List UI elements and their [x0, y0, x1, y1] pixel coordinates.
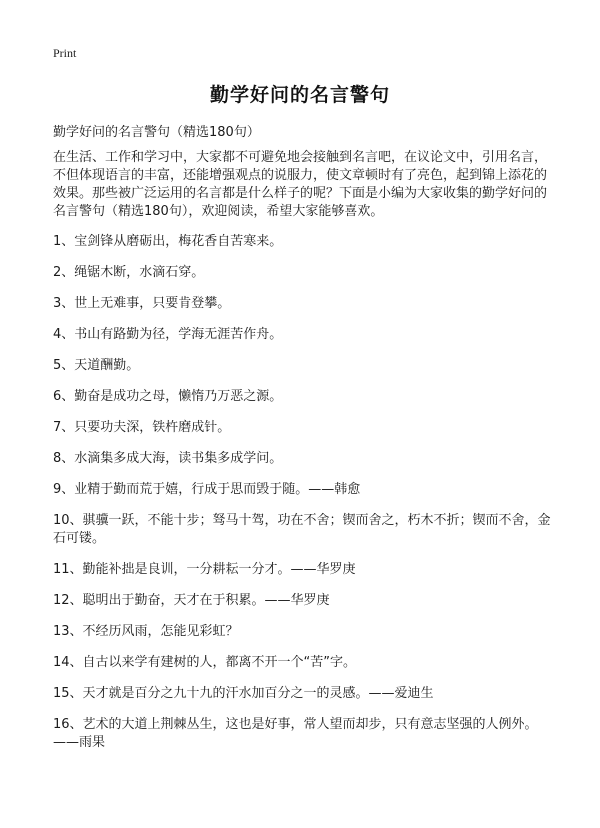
print-label: Print [53, 46, 77, 60]
intro-paragraph: 在生活、工作和学习中，大家都不可避免地会接触到名言吧，在议论文中，引用名言，不但体现语言的丰富，还能增强观点的说服力，使文章顿时有了亮色，起到锦上添花的效果。那些被广泛运用的名言都是什么样子的呢？下面是小编为大家收集的勤学好问的名言警句（精选180句），欢迎阅读，希望大家能够喜欢。 [53, 150, 548, 219]
quote-item: 5、天道酬勤。 [53, 358, 140, 373]
quote-item: 3、世上无难事，只要肯登攀。 [53, 296, 231, 311]
quote-item: 11、勤能补拙是良训，一分耕耘一分才。——华罗庚 [53, 562, 356, 577]
quote-item: 7、只要功夫深，铁杵磨成针。 [53, 420, 231, 435]
quote-item: 15、天才就是百分之九十九的汗水加百分之一的灵感。——爱迪生 [53, 686, 434, 701]
quote-item: 6、勤奋是成功之母，懒惰乃万恶之源。 [53, 389, 283, 404]
quote-item: 13、不经历风雨，怎能见彩虹？ [53, 624, 239, 639]
quote-item: 2、绳锯木断，水滴石穿。 [53, 265, 205, 280]
quote-item: 14、自古以来学有建树的人，都离不开一个“苦”字。 [53, 655, 357, 670]
quote-item: 10、骐骥一跃，不能十步；驽马十驾，功在不舍；锲而舍之，朽木不折；锲而不舍，金石可镂。 [53, 513, 551, 546]
quote-item: 9、业精于勤而荒于嬉，行成于思而毁于随。——韩愈 [53, 482, 361, 497]
quote-list [53, 233, 553, 765]
quote-item: 12、聪明出于勤奋，天才在于积累。——华罗庚 [53, 593, 330, 608]
quote-item: 4、书山有路勤为径，学海无涯苦作舟。 [53, 327, 283, 342]
quote-item: 16、艺术的大道上荆棘丛生，这也是好事，常人望而却步，只有意志坚强的人例外。——雨果 [53, 717, 538, 750]
page-title: 勤学好问的名言警句 [209, 84, 390, 106]
document-subtitle: 勤学好问的名言警句（精选180句） [53, 125, 260, 140]
quote-item: 1、宝剑锋从磨砺出，梅花香自苦寒来。 [53, 234, 283, 249]
quote-item: 8、水滴集多成大海，读书集多成学问。 [53, 451, 283, 466]
